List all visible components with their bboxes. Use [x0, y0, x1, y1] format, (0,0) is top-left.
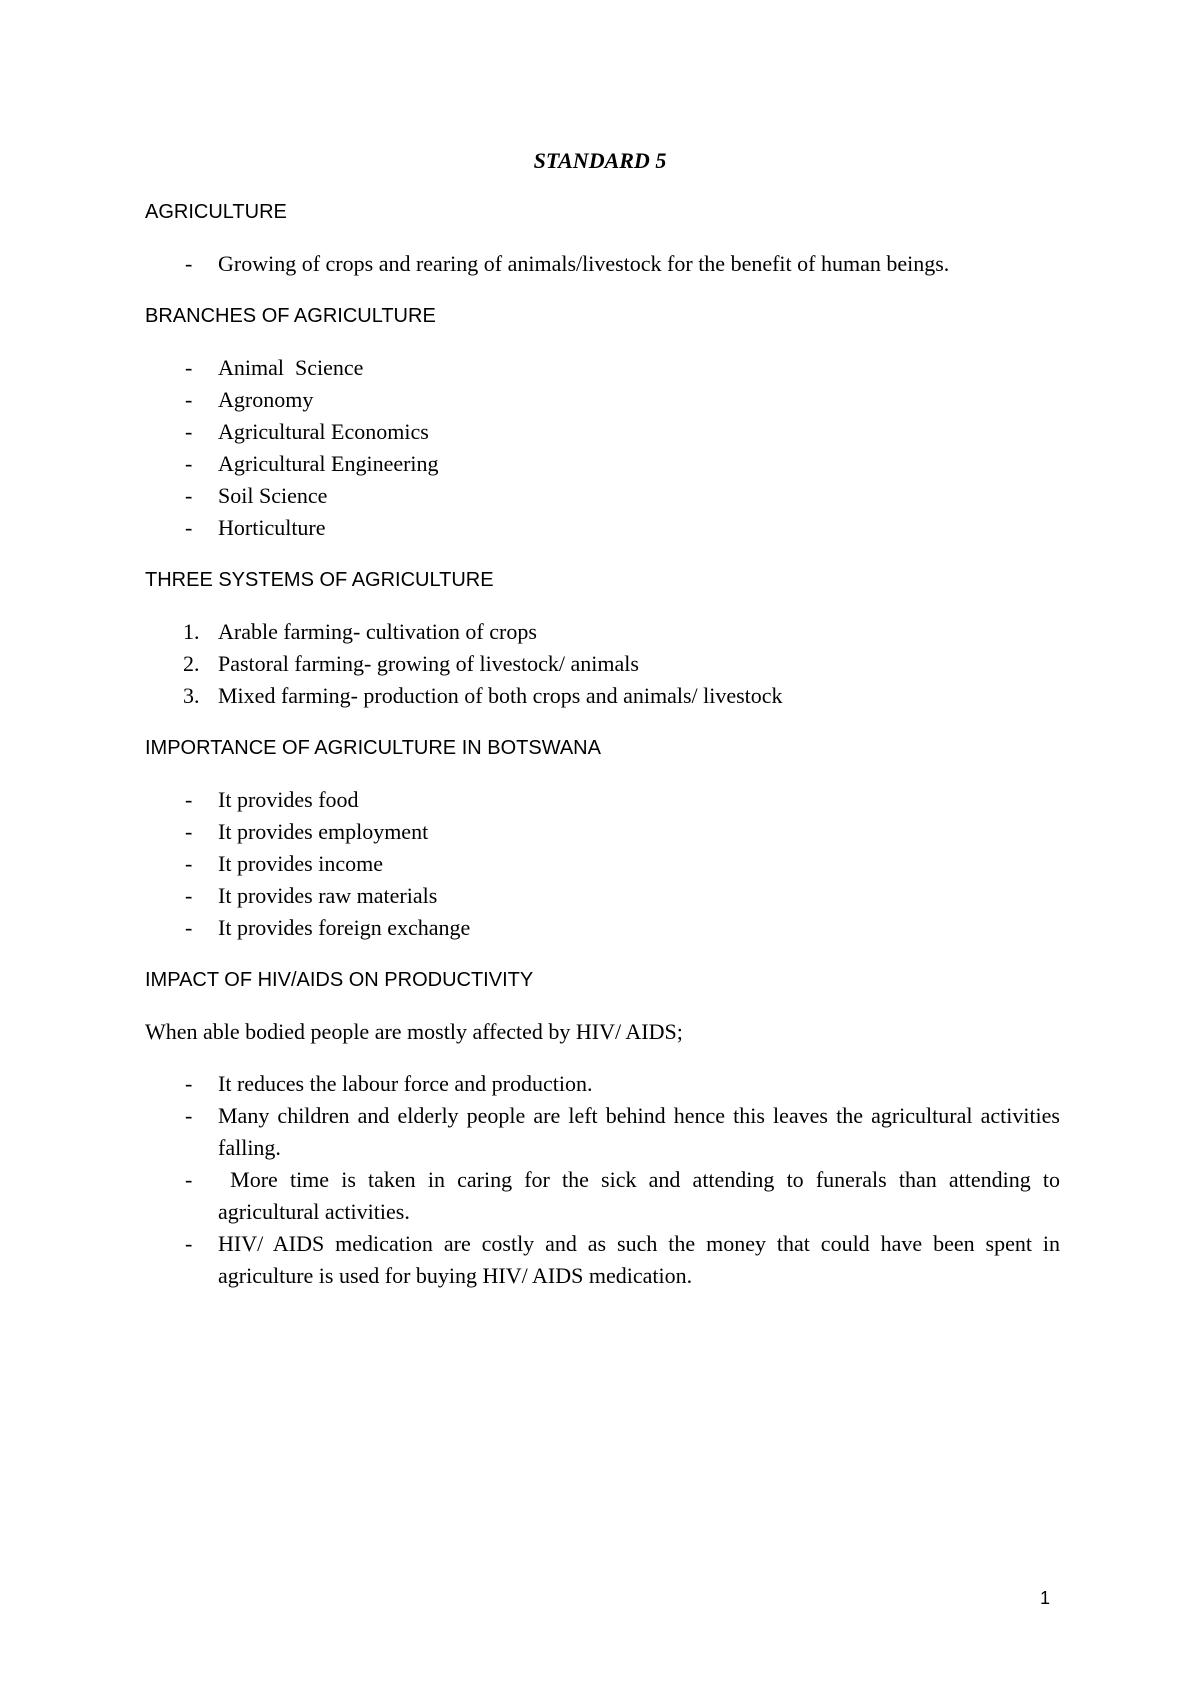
list-item: - It provides employment — [145, 816, 1060, 848]
number-marker: 2. — [183, 651, 200, 676]
dash-bullet: - — [185, 451, 193, 476]
list-item: - It provides income — [145, 848, 1060, 880]
dash-bullet: - — [185, 1231, 193, 1256]
list-item: 3. Mixed farming- production of both crops and animals/ livestock — [145, 680, 1060, 712]
section-heading-importance: IMPORTANCE OF AGRICULTURE IN BOTSWANA — [145, 737, 601, 759]
list-item: - Horticulture — [145, 512, 1060, 544]
section-heading-systems: THREE SYSTEMS OF AGRICULTURE — [145, 569, 494, 591]
list-item: - Many children and elderly people are left behind hence this leaves the agricultural activities falling. — [145, 1100, 1060, 1164]
list-item: - Agricultural Engineering — [145, 448, 1060, 480]
branches-list — [145, 352, 1060, 544]
dash-bullet: - — [185, 355, 193, 380]
section-heading-agriculture: AGRICULTURE — [145, 201, 287, 223]
number-marker: 1. — [183, 619, 200, 644]
list-item: - It provides food — [145, 784, 1060, 816]
dash-bullet: - — [185, 787, 193, 812]
list-item: - Agronomy — [145, 384, 1060, 416]
agriculture-definition-list — [145, 248, 1060, 280]
hiv-impact-list — [145, 1068, 1066, 1292]
list-item: - It provides foreign exchange — [145, 912, 1060, 944]
list-item: - Growing of crops and rearing of animals/livestock for the benefit of human beings. — [145, 248, 1060, 280]
list-item: - Animal Science — [145, 352, 1060, 384]
page-number: 1 — [1040, 1588, 1051, 1608]
list-item: - HIV/ AIDS medication are costly and as such the money that could have been spent in agriculture is used for buying HIV/ AIDS medication. — [145, 1228, 1060, 1292]
dash-bullet: - — [185, 851, 193, 876]
dash-bullet: - — [185, 1103, 193, 1128]
document-body — [145, 196, 1066, 1312]
list-item: - More time is taken in caring for the sick and attending to funerals than attending to agricultural activities. — [145, 1164, 1060, 1228]
dash-bullet: - — [185, 483, 193, 508]
dash-bullet: - — [185, 819, 193, 844]
number-marker: 3. — [183, 683, 200, 708]
section-heading-hiv-impact: IMPACT OF HIV/AIDS ON PRODUCTIVITY — [145, 969, 534, 991]
list-item: 2. Pastoral farming- growing of livestock/ animals — [145, 648, 1060, 680]
dash-bullet: - — [185, 515, 193, 540]
list-item: - Soil Science — [145, 480, 1060, 512]
dash-bullet: - — [185, 419, 193, 444]
dash-bullet: - — [185, 251, 193, 276]
list-item: 1. Arable farming- cultivation of crops — [145, 616, 1060, 648]
dash-bullet: - — [185, 915, 193, 940]
dash-bullet: - — [185, 883, 193, 908]
page-title: STANDARD 5 — [533, 148, 667, 173]
section-heading-branches: BRANCHES OF AGRICULTURE — [145, 305, 436, 327]
importance-list — [145, 784, 1060, 944]
dash-bullet: - — [185, 1071, 193, 1096]
list-item: - Agricultural Economics — [145, 416, 1060, 448]
systems-list — [145, 616, 1060, 712]
list-item: - It provides raw materials — [145, 880, 1060, 912]
list-item: - It reduces the labour force and production. — [145, 1068, 1060, 1100]
hiv-intro-paragraph: When able bodied people are mostly affected by HIV/ AIDS; — [145, 1019, 683, 1044]
dash-bullet: - — [185, 387, 193, 412]
dash-bullet: - — [185, 1167, 193, 1192]
